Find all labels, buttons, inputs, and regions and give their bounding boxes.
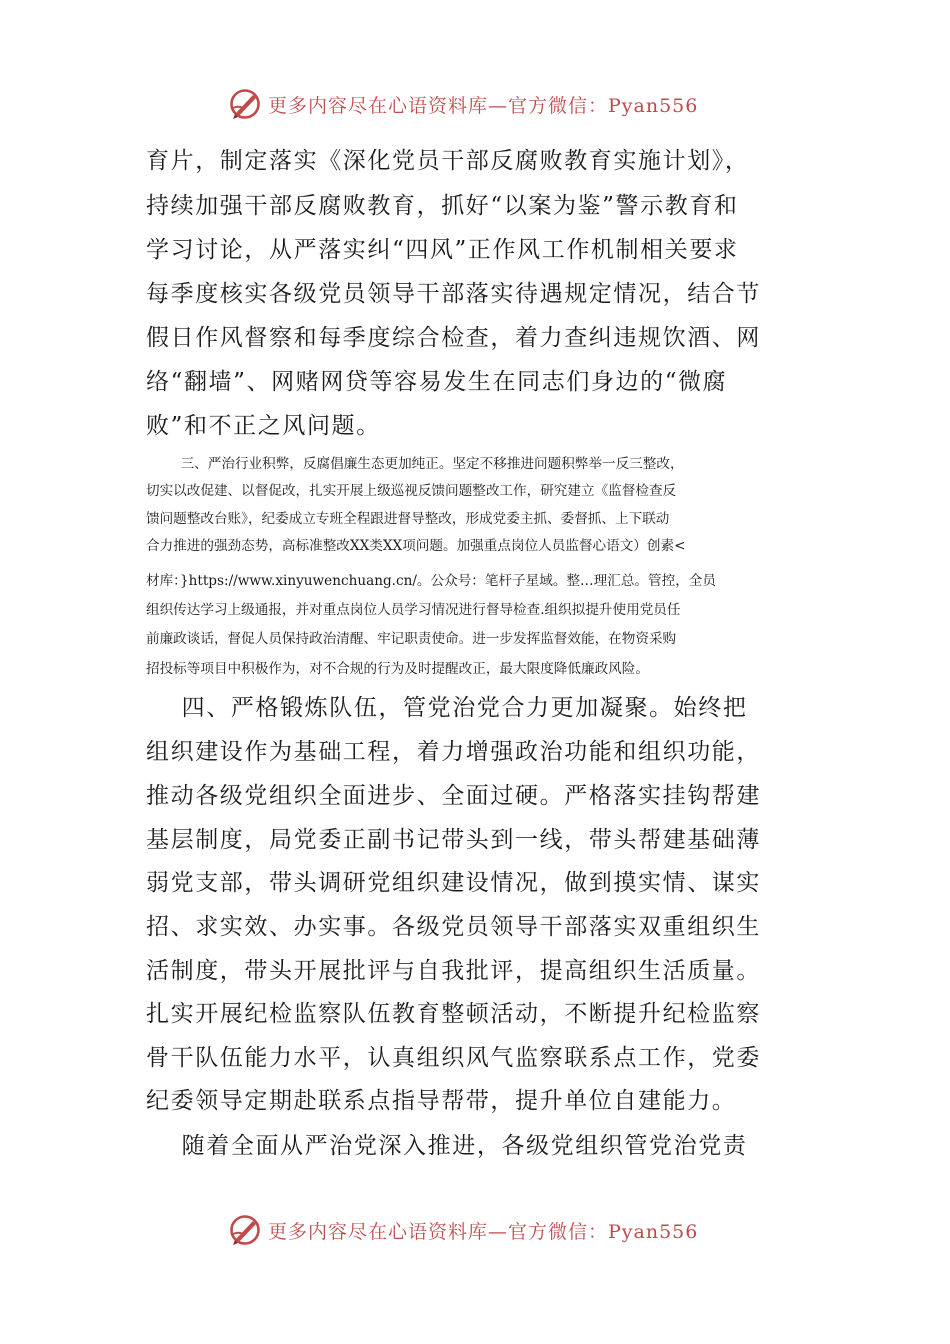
text-line: 持续加强干部反腐败教育，抓好“以案为鉴”警示教育和 — [146, 193, 739, 219]
pen-circle-logo-icon — [228, 1213, 262, 1247]
footer-banner — [0, 1210, 950, 1250]
small-text-line: 前廉政谈话，督促人员保持政治清醒、牢记职责使命。进一步发挥监督效能，在物资采购 — [146, 631, 677, 647]
text-line: 招、求实效、办实事。各级党员领导干部落实双重组织生 — [146, 914, 761, 940]
small-text-line: 切实以改促建、以督促改，扎实开展上级巡视反馈问题整改工作，研究建立《监督检查反 — [146, 483, 677, 499]
footer-banner-content — [228, 1210, 698, 1250]
pen-circle-logo-icon — [228, 87, 262, 121]
text-line: 推动各级党组织全面进步、全面过硬。严格落实挂钩帮建 — [146, 783, 761, 809]
header-banner — [0, 84, 950, 124]
text-line: 学习讨论，从严落实纠“四风”正作风工作机制相关要求 — [146, 237, 739, 263]
text-line: 育片，制定落实《深化党员干部反腐败教育实施计划》， — [146, 148, 750, 174]
small-text-line: 组织传达学习上级通报，并对重点岗位人员学习情况进行督导检查.组织拟提升使用党员任 — [146, 602, 681, 618]
small-text-line: 馈问题整改台账》，纪委成立专班全程跟进督导整改，形成党委主抓、委督抓、上下联动 — [146, 511, 670, 527]
small-text-line: 材库：}https://www.xinyuwenchuang.cn/。公众号：笔杆子星域。整…理汇总。管控，全员 — [146, 573, 716, 589]
text-line: 假日作风督察和每季度综合检查，着力查纠违规饮酒、网 — [146, 325, 761, 351]
small-text-line: 合力推进的强劲态势，高标准整改XX类XX项问题。加强重点岗位人员监督心语文）创素< — [146, 538, 686, 554]
text-line: 纪委领导定期赴联系点指导帮带，提升单位自建能力。 — [146, 1088, 737, 1114]
small-text-line: 招投标等项目中积极作为，对不合规的行为及时提醒改正，最大限度降低廉政风险。 — [146, 661, 649, 677]
text-line: 活制度，带头开展批评与自我批评，提高组织生活质量。 — [146, 958, 761, 984]
text-line: 每季度核实各级党员领导干部落实待遇规定情况，结合节 — [146, 281, 761, 307]
text-line: 组织建设作为基础工程，着力增强政治功能和组织功能， — [146, 739, 761, 765]
small-text-line: 三、严治行业积弊，反腐倡廉生态更加纯正。坚定不移推进问题积弊举一反三整改， — [146, 456, 684, 472]
text-line: 骨干队伍能力水平，认真组织风气监察联系点工作，党委 — [146, 1045, 761, 1071]
text-line: 四、严格锻炼队伍，管党治党合力更加凝聚。始终把 — [146, 695, 748, 721]
footer-banner-text: 更多内容尽在心语资料库—官方微信：Pyan556 — [268, 1220, 699, 1243]
text-line: 扎实开展纪检监察队伍教育整顿活动，不断提升纪检监察 — [146, 1001, 761, 1027]
text-line: 弱党支部，带头调研党组织建设情况，做到摸实情、谋实 — [146, 870, 761, 896]
text-line: 络“翻墙”、网赌网贷等容易发生在同志们身边的“微腐 — [146, 369, 728, 395]
text-line: 败”和不正之风问题。 — [146, 413, 381, 439]
text-line: 基层制度，局党委正副书记带头到一线，带头帮建基础薄 — [146, 827, 761, 853]
header-banner-content — [228, 84, 698, 124]
text-line: 随着全面从严治党深入推进，各级党组织管党治党责 — [146, 1133, 748, 1159]
header-banner-text: 更多内容尽在心语资料库—官方微信：Pyan556 — [268, 94, 699, 117]
